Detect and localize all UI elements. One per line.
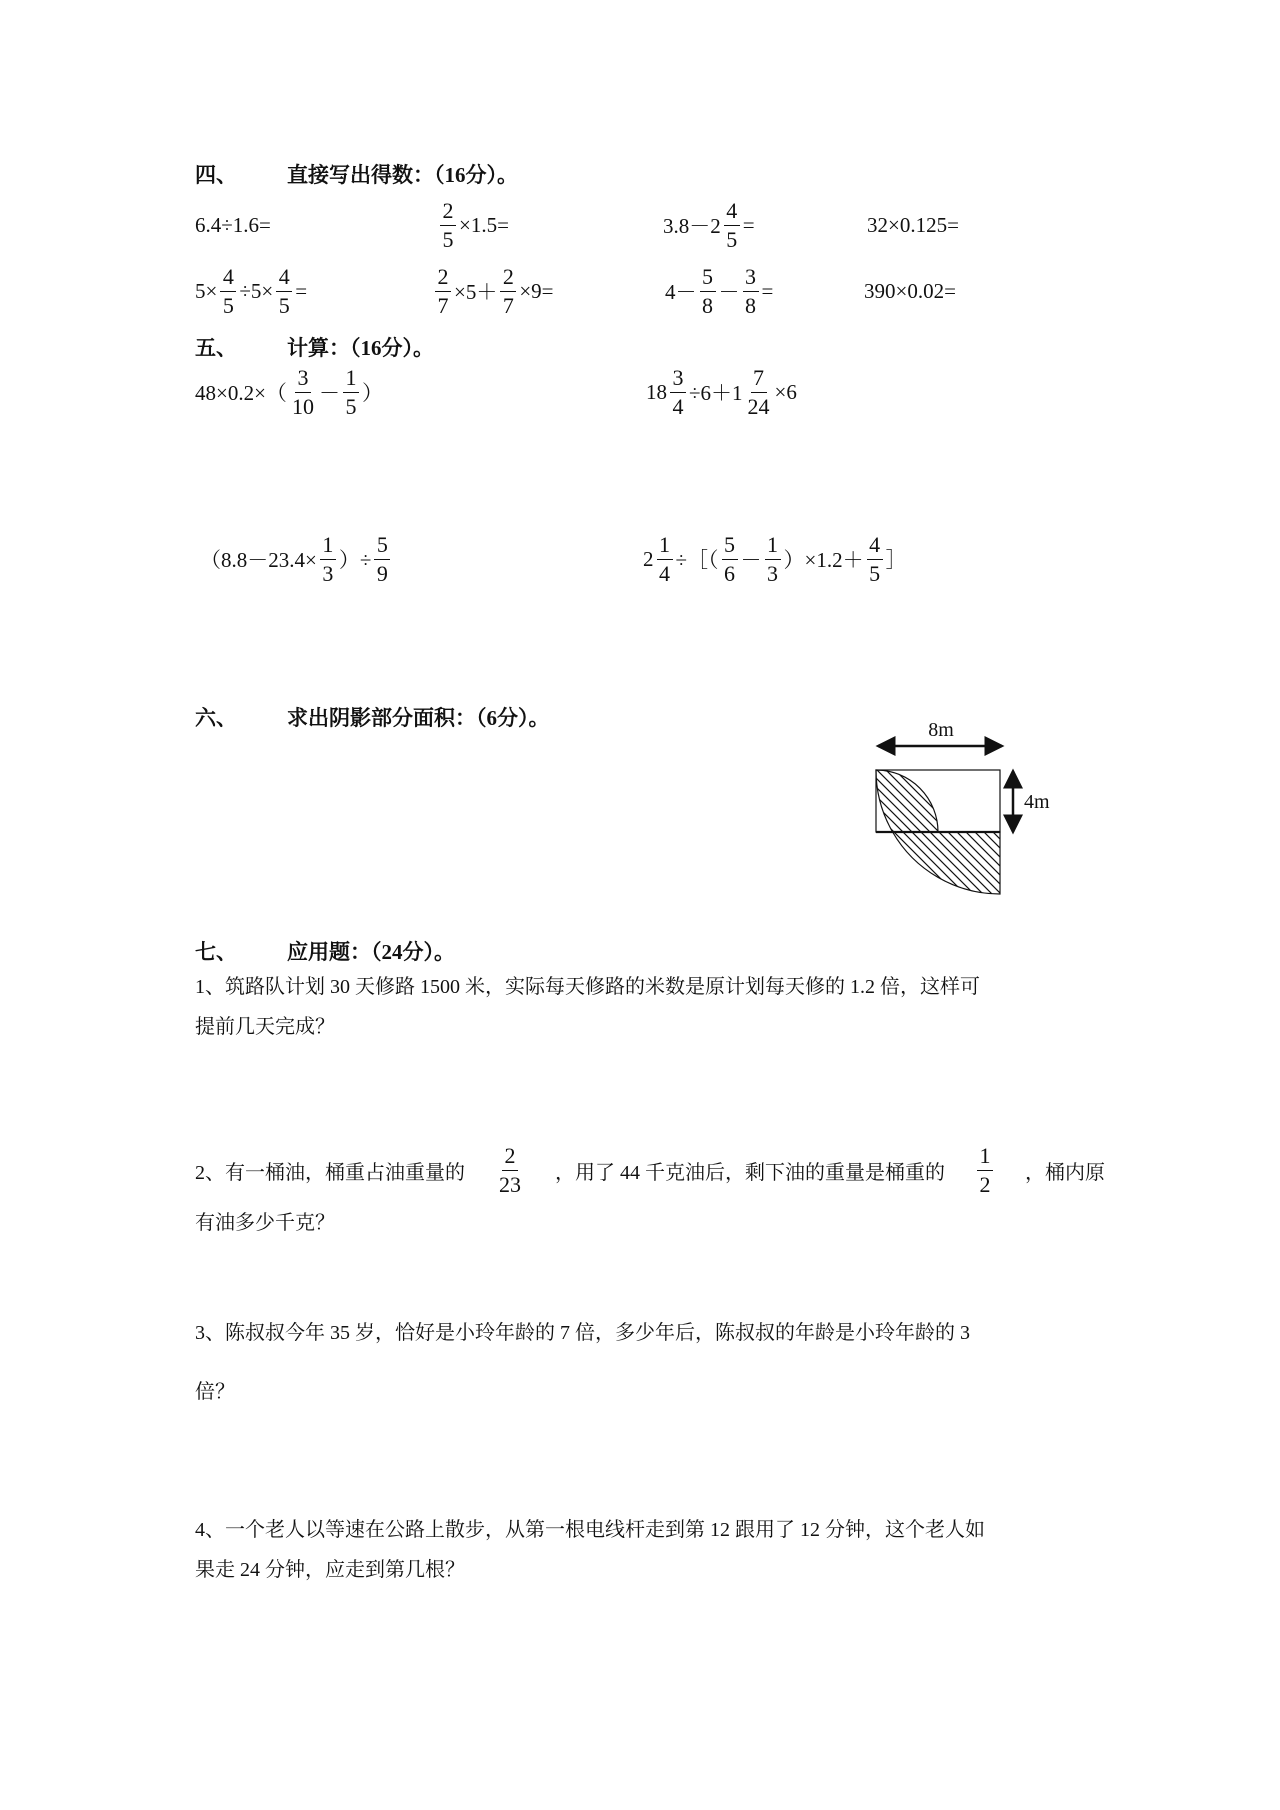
shaded-region-upper xyxy=(876,770,938,832)
fraction-numerator: 3 xyxy=(295,365,311,392)
fraction xyxy=(435,264,451,318)
fraction-denominator: 4 xyxy=(672,393,684,419)
fraction-denominator: 7 xyxy=(437,292,449,318)
fraction-numerator: 1 xyxy=(320,532,336,559)
fraction xyxy=(700,264,716,318)
fraction-denominator: 5 xyxy=(222,292,234,318)
expression-text: ）÷ xyxy=(338,548,372,572)
expression-text: 3、陈叔叔今年 35 岁，恰好是小玲年龄的 7 倍，多少年后，陈叔叔的年龄是小玲年龄的 3 xyxy=(195,1321,970,1344)
fraction-denominator: 24 xyxy=(747,393,770,419)
fraction-numerator: 2 xyxy=(500,264,516,291)
expression-text: 48×0.2×（ xyxy=(195,381,287,405)
expression-text: ÷［（ xyxy=(675,548,719,572)
expression-text: － xyxy=(318,381,340,405)
fraction xyxy=(497,1143,523,1197)
question-2-line-2 xyxy=(195,1190,1105,1250)
height-label: 4m xyxy=(1024,791,1050,813)
fraction xyxy=(343,365,359,419)
expression-text: 4－ xyxy=(665,280,697,304)
expression-text: 1、筑路队计划 30 天修路 1500 米，实际每天修路的米数是原计划每天修的 1.2 倍，这样可 xyxy=(195,975,980,998)
fraction-numerator: 4 xyxy=(724,198,740,225)
fraction-denominator: 2 xyxy=(979,1171,991,1197)
expression xyxy=(432,256,554,326)
section-4-title: 直接写出得数：（16分）。 xyxy=(287,163,518,187)
fraction xyxy=(765,532,781,586)
fraction-numerator: 1 xyxy=(977,1143,993,1170)
calculation xyxy=(200,524,393,594)
calculation xyxy=(643,524,907,594)
shaded-area-figure xyxy=(861,718,1061,908)
fraction-denominator: 6 xyxy=(724,560,736,586)
calculation xyxy=(195,357,383,427)
question-3-line-1 xyxy=(195,1300,1105,1360)
fraction-numerator: 5 xyxy=(374,532,390,559)
expression xyxy=(437,190,509,260)
fraction xyxy=(746,365,772,419)
fraction xyxy=(320,532,336,586)
expression xyxy=(867,190,959,260)
expression-text: = xyxy=(742,212,755,237)
fraction xyxy=(500,264,516,318)
fraction-denominator: 5 xyxy=(278,292,290,318)
expression-text: ，用了 44 千克油后，剩下油的重量是桶重的 xyxy=(555,1161,945,1184)
fraction-numerator: 3 xyxy=(670,365,686,392)
section-5-number: 五、 xyxy=(195,336,237,360)
fraction-denominator: 9 xyxy=(376,560,388,586)
section-6-title: 求出阴影部分面积：（6分）。 xyxy=(287,706,550,730)
expression xyxy=(665,256,773,326)
fraction xyxy=(276,264,292,318)
fraction xyxy=(657,532,673,586)
fraction-numerator: 2 xyxy=(440,198,456,225)
fraction-denominator: 3 xyxy=(767,560,779,586)
expression xyxy=(864,256,956,326)
fraction xyxy=(722,532,738,586)
fraction-numerator: 4 xyxy=(220,264,236,291)
expression xyxy=(663,190,755,260)
fraction-denominator: 5 xyxy=(345,393,357,419)
fraction xyxy=(867,532,883,586)
expression-text: ÷5× xyxy=(239,278,274,303)
fraction-numerator: 4 xyxy=(276,264,292,291)
fraction-numerator: 2 xyxy=(502,1143,518,1170)
question-4-line-2 xyxy=(195,1537,1105,1597)
fraction-denominator: 8 xyxy=(702,292,713,318)
expression-text: ×9= xyxy=(519,278,554,303)
expression-text: 18 xyxy=(646,379,667,404)
expression-text: ） xyxy=(361,381,383,405)
section-4-number: 四、 xyxy=(195,163,237,187)
fraction xyxy=(743,264,759,318)
fraction-numerator: 4 xyxy=(867,532,883,559)
fraction-numerator: 1 xyxy=(343,365,359,392)
fraction xyxy=(220,264,236,318)
expression-text: ×6 xyxy=(774,379,797,404)
expression-text: = xyxy=(295,278,308,303)
fraction-denominator: 3 xyxy=(322,560,334,586)
expression-text: ）×1.2＋ xyxy=(783,548,864,572)
fraction xyxy=(977,1143,993,1197)
expression-text: 32×0.125= xyxy=(867,212,959,237)
expression-text: ×1.5= xyxy=(459,212,509,237)
fraction-numerator: 1 xyxy=(657,532,673,559)
expression-text: ］ xyxy=(885,548,907,572)
fraction-denominator: 8 xyxy=(745,292,756,318)
fraction xyxy=(724,198,740,252)
fraction-denominator: 10 xyxy=(291,393,314,419)
expression-text: 390×0.02= xyxy=(864,278,956,303)
fraction-denominator: 5 xyxy=(442,226,454,252)
fraction-numerator: 2 xyxy=(435,264,451,291)
fraction-denominator: 5 xyxy=(726,226,738,252)
expression-text: 2、有一桶油，桶重占油重量的 xyxy=(195,1161,465,1184)
expression-text: 3.8－2 xyxy=(663,214,721,238)
expression xyxy=(195,256,307,326)
section-6-number: 六、 xyxy=(195,706,237,730)
shaded-region-lower xyxy=(893,832,1000,894)
fraction-numerator: 5 xyxy=(722,532,738,559)
expression-text: ，桶内原 xyxy=(1025,1161,1105,1184)
fraction-numerator: 1 xyxy=(765,532,781,559)
expression-text: 果走 24 分钟，应走到第几根？ xyxy=(195,1558,465,1581)
expression-text: ÷6＋1 xyxy=(689,381,743,405)
fraction-denominator: 23 xyxy=(499,1171,521,1197)
calculation xyxy=(646,357,797,427)
fraction-denominator: 7 xyxy=(502,292,514,318)
fraction xyxy=(670,365,686,419)
fraction-numerator: 7 xyxy=(751,365,767,392)
expression-text: ×5＋ xyxy=(454,280,498,304)
expression-text: － xyxy=(740,548,762,572)
fraction-numerator: 3 xyxy=(743,264,759,291)
width-label: 8m xyxy=(928,719,954,741)
expression-text: 倍？ xyxy=(195,1380,235,1403)
expression-text: = xyxy=(761,278,774,303)
fraction xyxy=(290,365,316,419)
expression-text: 5× xyxy=(195,278,218,303)
section-7-title: 应用题：（24分）。 xyxy=(287,940,455,964)
expression-text: － xyxy=(718,280,740,304)
question-1-line-2 xyxy=(195,994,1105,1054)
fraction xyxy=(440,198,456,252)
fraction-numerator: 5 xyxy=(700,264,716,291)
fraction-denominator: 4 xyxy=(659,560,670,586)
expression-text: 4、一个老人以等速在公路上散步，从第一根电线杆走到第 12 跟用了 12 分钟，这个老人如 xyxy=(195,1518,985,1541)
expression-text: 2 xyxy=(643,546,654,571)
fraction xyxy=(374,532,390,586)
section-7-number: 七、 xyxy=(195,940,237,964)
expression-text: （8.8－23.4× xyxy=(200,548,317,572)
question-3-line-2 xyxy=(195,1359,1105,1419)
section-5-title: 计算：（16分）。 xyxy=(287,336,434,360)
expression xyxy=(195,190,271,260)
expression-text: 提前几天完成？ xyxy=(195,1015,335,1038)
expression-text: 有油多少千克？ xyxy=(195,1211,335,1234)
expression-text: 6.4÷1.6= xyxy=(195,212,271,237)
fraction-denominator: 5 xyxy=(869,560,881,586)
